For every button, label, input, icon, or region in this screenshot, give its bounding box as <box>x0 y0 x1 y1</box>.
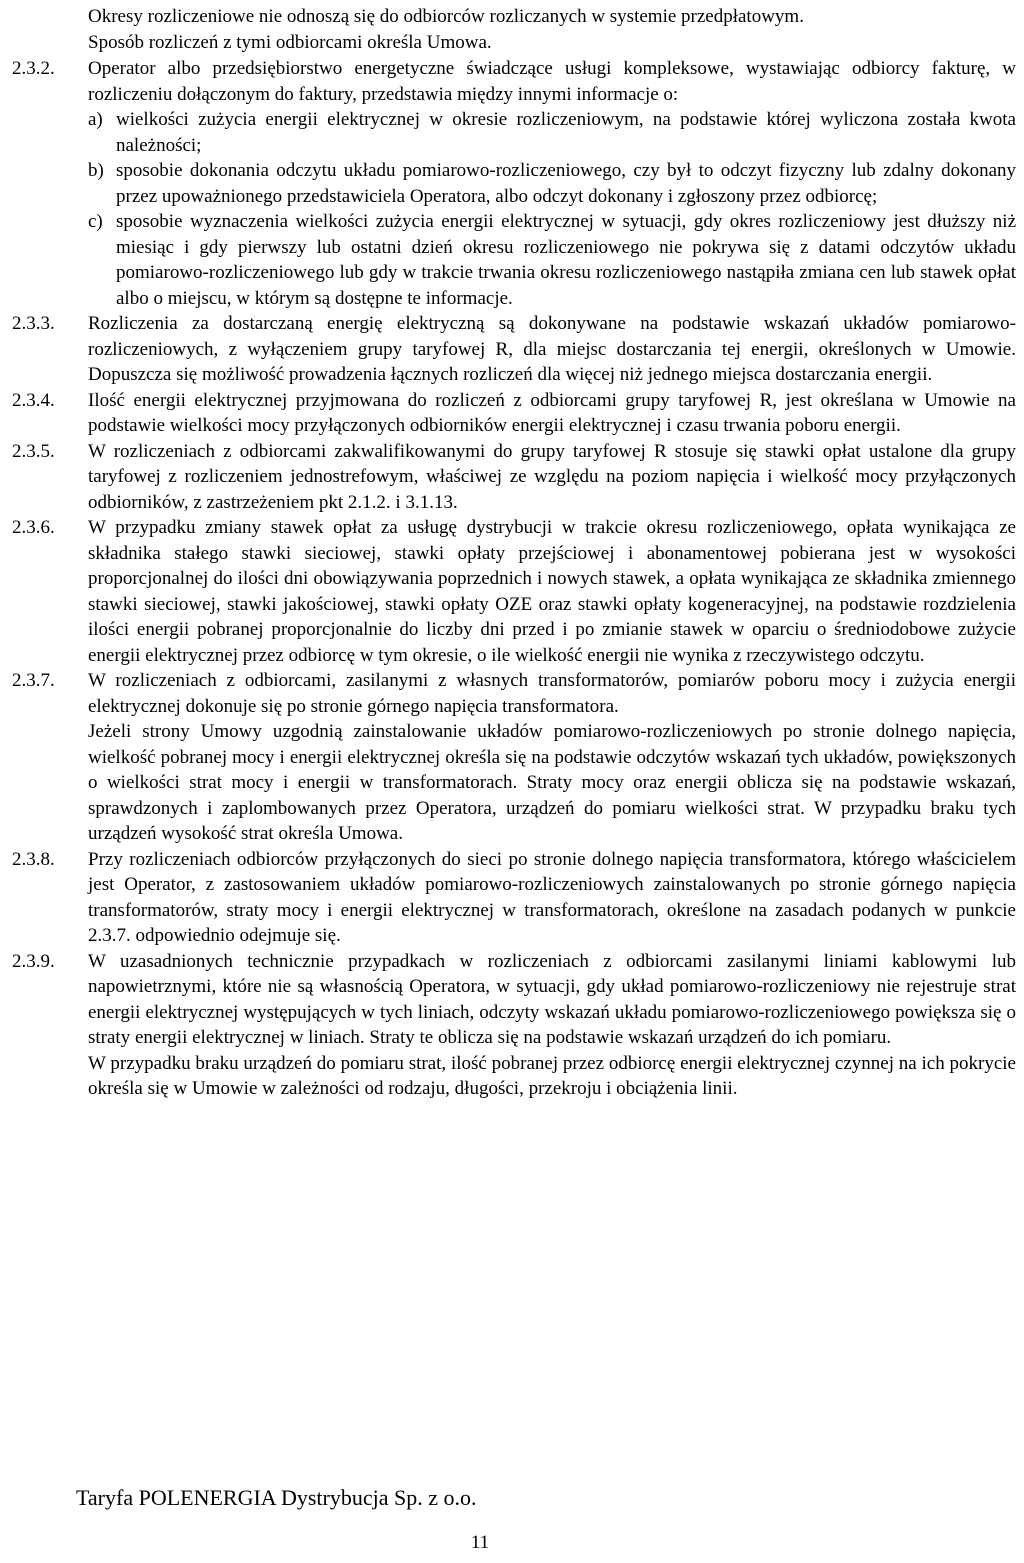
list-item-label: b) <box>88 160 104 181</box>
section-text: Operator albo przedsiębiorstwo energetyczne świadczące usługi kompleksowe, wystawiając odbiorcy fakturę, w rozliczeniu dołączonym do faktury, przedstawia między innymi informacje o: <box>88 58 1016 105</box>
intro-line-1: Okresy rozliczeniowe nie odnoszą się do odbiorców rozliczanych w systemie przedpłatowym. <box>88 6 804 27</box>
list-item-text: wielkości zużycia energii elektrycznej w okresie rozliczeniowym, na podstawie której wyliczona została kwota należności; <box>116 109 1016 156</box>
section-2-3-2 <box>0 56 1016 311</box>
footer-title: Taryfa POLENERGIA Dystrybucja Sp. z o.o. <box>76 1485 477 1510</box>
intro-paragraph <box>88 4 1010 55</box>
section-text: Ilość energii elektrycznej przyjmowana do rozliczeń z odbiorcami grupy taryfowej R, jest określana w Umowie na podstawie wielkości mocy przyłączonych odbiorników energii elektrycznej i czasu trwania poboru energii. <box>88 389 1016 436</box>
section-text: W rozliczeniach z odbiorcami zakwalifikowanymi do grupy taryfowej R stosuje się stawki opłat ustalone dla grupy taryfowej z rozliczeniem jednostrefowym, właściwej ze względu na poziom napięcia i wielkość mocy przyłączonych odbiorników, z zastrzeżeniem pkt 2.1.2. i 3.1.13. <box>88 440 1016 513</box>
section-2-3-7 <box>0 668 1016 847</box>
section-2-3-4 <box>0 388 1016 439</box>
section-text: W przypadku zmiany stawek opłat za usługę dystrybucji w trakcie okresu rozliczeniowego, opłata wynikająca ze składnika stałego stawki sieciowej, stawki opłaty przejściowej i abonamentowej pobierana jest w wysokości proporcjonalnej do ilości dni obowiązywania poprzednich i nowych stawek, a opłata wynikająca ze składnika zmiennego stawki sieciowej, stawki jakościowej, stawki opłaty OZE oraz stawki opłaty kogeneracyjnej, na podstawie rozdzielenia ilości energii pobranej proporcjonalnie do liczby dni przed i po zmianie stawek w oparciu o średniodobowe zużycie energii elektrycznej przez odbiorcę w tym okresie, o ile wielkość energii nie wynika z rzeczywistego odczytu. <box>88 517 1016 666</box>
section-body <box>88 515 1016 668</box>
intro-line-2: Sposób rozliczeń z tymi odbiorcami określa Umowa. <box>88 31 492 53</box>
section-body <box>88 439 1016 516</box>
list-item-a <box>88 107 1016 158</box>
section-2-3-6 <box>0 515 1016 668</box>
section-text: Przy rozliczeniach odbiorców przyłączonych do sieci po stronie dolnego napięcia transformatora, którego właścicielem jest Operator, z zastosowaniem układów pomiarowo-rozliczeniowych zainstalowanych po stronie górnego napięcia transformatorów, straty mocy i energii elektrycznej w transformatorach, określone na zasadach podanych w punkcie 2.3.7. odpowiednio odejmuje się. <box>88 848 1016 946</box>
section-number: 2.3.5. <box>12 440 55 462</box>
section-body <box>88 56 1016 311</box>
list-item-text: sposobie wyznaczenia wielkości zużycia energii elektrycznej w sytuacji, gdy okres rozliczeniowy jest dłuższy niż miesiąc i gdy pierwszy lub ostatni dzień okresu rozliczeniowego nie pokrywa się z datami odczytów układu pomiarowo-rozliczeniowego lub gdy w trakcie trwania okresu rozliczeniowego nastąpiła zmiana cen lub stawek opłat albo o miejscu, w którym są dostępne te informacje. <box>116 211 1016 309</box>
list-item-label: c) <box>88 211 103 232</box>
section-text: W rozliczeniach z odbiorcami, zasilanymi z własnych transformatorów, pomiarów poboru mocy i zużycia energii elektrycznej dokonuje się po stronie górnego napięcia transformatora. <box>88 670 1016 717</box>
section-number: 2.3.9. <box>12 950 55 972</box>
section-body <box>88 388 1016 439</box>
section-number: 2.3.3. <box>12 313 55 334</box>
section-body <box>88 847 1016 949</box>
section-2-3-8 <box>0 847 1016 949</box>
section-2-3-5 <box>0 439 1016 516</box>
section-text-continued: W przypadku braku urządzeń do pomiaru strat, ilość pobranej przez odbiorcę energii elektrycznej czynnej na ich pokrycie określa się w Umowie w zależności od rodzaju, długości, przekroju i obciążenia linii. <box>88 1052 1016 1099</box>
document-body <box>0 56 1016 1102</box>
page-number: 11 <box>470 1532 490 1553</box>
list-item-c <box>88 209 1016 311</box>
section-body <box>88 668 1016 847</box>
list-item-b <box>88 158 1016 209</box>
section-text: W uzasadnionych technicznie przypadkach w rozliczeniach z odbiorcami zasilanymi liniami kablowymi lub napowietrznymi, które nie są własnością Operatora, w sytuacji, gdy układ pomiarowo-rozliczeniowy nie rejestruje strat energii elektrycznej występujących w tych liniach, odczyty wskazań układu pomiarowo-rozliczeniowego powiększa się o straty energii elektrycznej w liniach. Straty te oblicza się na podstawie wskazań urządzeń do ich pomiaru. <box>88 950 1016 1048</box>
section-text-continued: Jeżeli strony Umowy uzgodnią zainstalowanie układów pomiarowo-rozliczeniowych po stronie dolnego napięcia, wielkość pobranej mocy i energii elektrycznej określa się na podstawie odczytów wskazań tych układów, powiększonych o wielkości strat mocy i energii w transformatorach. Straty mocy oraz energii oblicza się na podstawie wskazań, sprawdzonych i zaplombowanych przez Operatora, urządzeń do pomiaru wielkości strat. W przypadku braku tych urządzeń wysokość strat określa Umowa. <box>88 721 1016 844</box>
section-number: 2.3.6. <box>12 517 55 538</box>
section-body <box>88 311 1016 388</box>
section-number: 2.3.7. <box>12 670 55 691</box>
list-item-label: a) <box>88 109 103 130</box>
section-2-3-3 <box>0 311 1016 388</box>
section-number: 2.3.2. <box>12 58 55 79</box>
section-number: 2.3.4. <box>12 389 55 411</box>
list-item-text: sposobie dokonania odczytu układu pomiarowo-rozliczeniowego, czy był to odczyt fizyczny lub zdalny dokonany przez upoważnionego przedstawiciela Operatora, albo odczyt dokonany i zgłoszony przez odbiorcę; <box>116 160 1016 207</box>
section-text: Rozliczenia za dostarczaną energię elektryczną są dokonywane na podstawie wskazań układów pomiarowo-rozliczeniowych, z wyłączeniem grupy taryfowej R, dla miejsc dostarczania tej energii, określonych w Umowie. Dopuszcza się możliwość prowadzenia łącznych rozliczeń dla więcej niż jednego miejsca dostarczania energii. <box>88 313 1016 385</box>
section-2-3-9 <box>0 949 1016 1102</box>
section-number: 2.3.8. <box>12 848 55 870</box>
section-body <box>88 949 1016 1102</box>
